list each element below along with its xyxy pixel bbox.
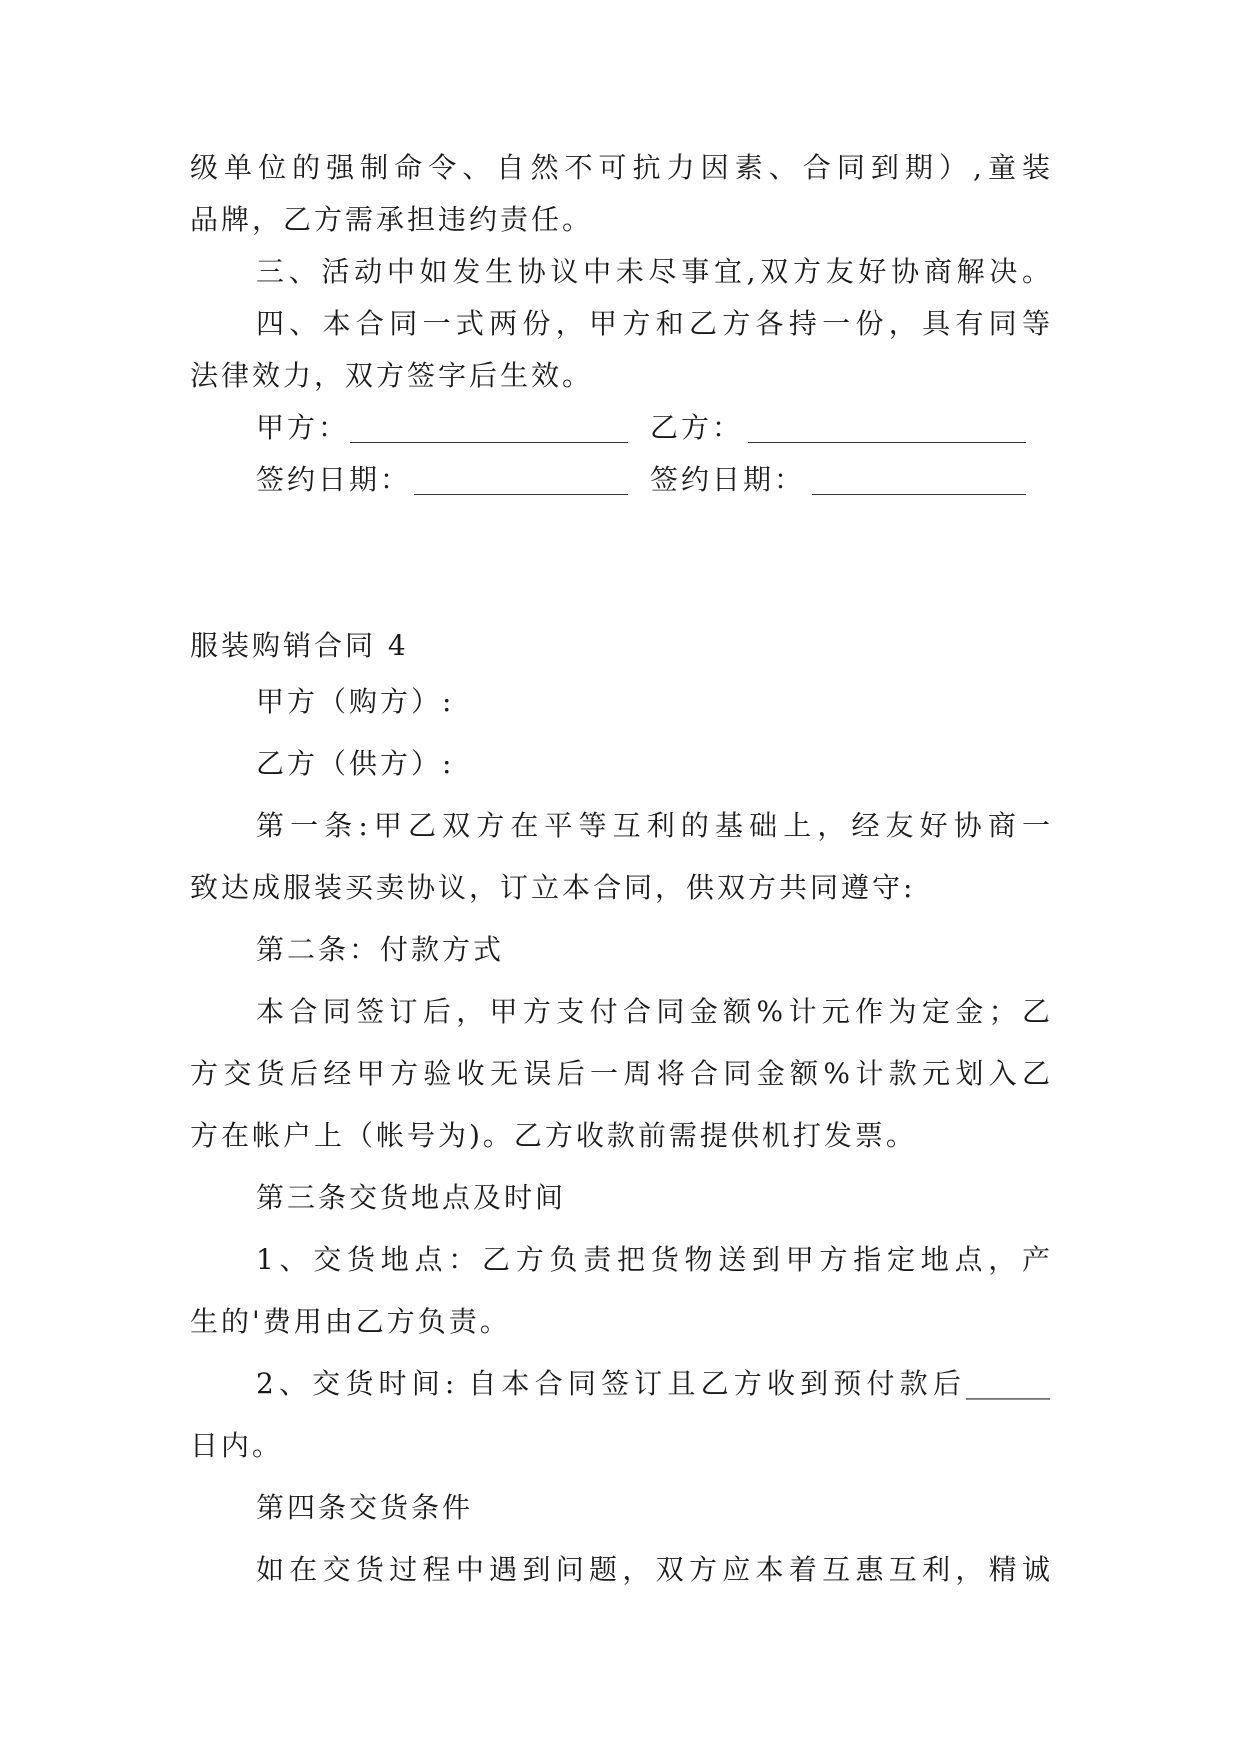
article-three-heading: 第三条交货地点及时间 [256,1181,567,1214]
party-b-signature-line [748,442,1026,443]
party-a-label: 甲方： [256,411,350,444]
seller-line: 乙方（供方）: [256,747,455,780]
payment-line: 方在帐户上（帐号为)。乙方收款前需提供机打发票。 [190,1119,917,1152]
clause-four: 四、本合同一式两份，甲方和乙方各持一份，具有同等 [256,307,1050,340]
paragraph-line: 法律效力，双方签字后生效。 [190,359,594,392]
paragraph-line: 级单位的强制命令、自然不可抗力因素、合同到期）,童装 [190,151,1050,184]
clause-three: 三、活动中如发生协议中未尽事宜,双方友好协商解决。 [256,255,1050,288]
article-four-heading: 第四条交货条件 [256,1491,474,1524]
date-a-line [414,494,628,495]
payment-line: 方交货后经甲方验收无误后一周将合同金额%计款元划入乙 [190,1057,1050,1090]
article-one-line: 致达成服装买卖协议，订立本合同，供双方共同遵守: [190,871,916,904]
delivery-place-line: 生的'费用由乙方负责。 [190,1305,511,1338]
buyer-line: 甲方（购方）: [256,685,455,718]
delivery-time-line: 日内。 [190,1429,284,1462]
date-b-label: 签约日期： [650,463,806,496]
delivery-time-line: 2、交货时间: 自本合同签订且乙方收到预付款后______ [256,1367,1050,1400]
delivery-place-line: 1、交货地点：乙方负责把货物送到甲方指定地点，产 [256,1243,1050,1276]
paragraph-line: 品牌，乙方需承担违约责任。 [190,203,594,236]
payment-line: 本合同签订后，甲方支付合同金额%计元作为定金；乙 [256,995,1050,1028]
party-a-signature-line [350,442,628,443]
article-one-line: 第一条:甲乙双方在平等互利的基础上，经友好协商一 [256,809,1050,842]
party-b-label: 乙方： [650,411,744,444]
section-title: 服装购销合同 4 [190,629,409,662]
article-two-heading: 第二条：付款方式 [256,933,505,966]
date-b-line [812,494,1026,495]
date-a-label: 签约日期： [256,463,412,496]
delivery-condition-line: 如在交货过程中遇到问题，双方应本着互惠互利，精诚 [256,1553,1050,1586]
